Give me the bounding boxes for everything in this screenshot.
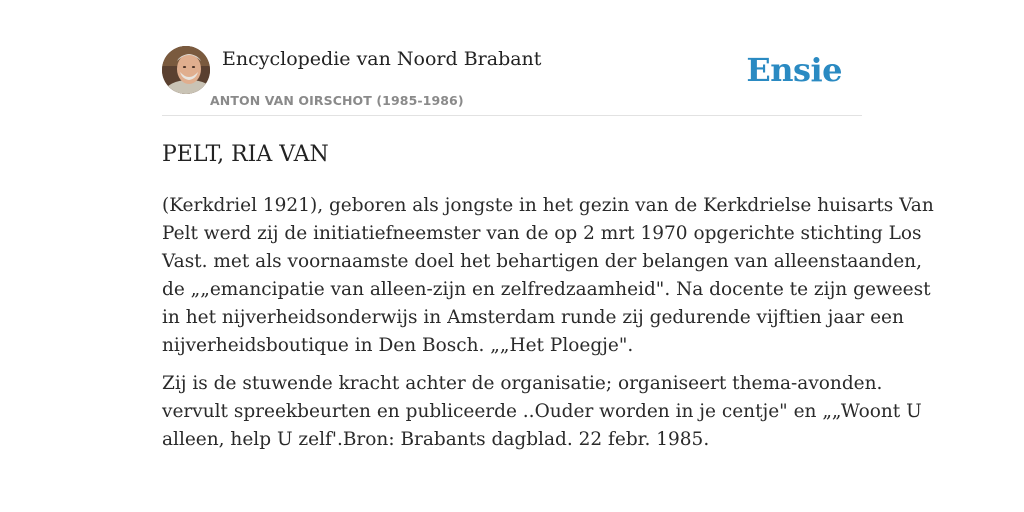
- text-line: Zij is de stuwende kracht achter de organisatie; organiseert thema-avonden.: [162, 373, 883, 394]
- ensie-logo-link[interactable]: Ensie: [746, 51, 842, 89]
- header: [162, 46, 862, 116]
- text-line: de „„emancipatie van alleen-zijn en zelfredzaamheid". Na docente te zijn geweest: [162, 279, 931, 300]
- author-portrait-icon: [162, 46, 210, 94]
- author-byline[interactable]: ANTON VAN OIRSCHOT (1985-1986): [210, 93, 464, 108]
- text-line: Vast. met als voornaamste doel het behartigen der belangen van alleenstaanden,: [162, 251, 922, 272]
- text-line: vervult spreekbeurten en publiceerde ..Ouder worden in je centje" en „„Woont U: [162, 401, 922, 422]
- text-line: in het nijverheidsonderwijs in Amsterdam runde zij gedurende vijftien jaar een: [162, 307, 904, 328]
- entry-paragraph: [162, 370, 922, 454]
- header-divider: [162, 115, 862, 116]
- text-line: alleen, help U zelf'.Bron: Brabants dagblad. 22 febr. 1985.: [162, 429, 710, 450]
- encyclopedia-title[interactable]: Encyclopedie van Noord Brabant: [222, 48, 542, 70]
- text-line: nijverheidsboutique in Den Bosch. „„Het Ploegje".: [162, 335, 634, 356]
- entry-body: [162, 192, 934, 464]
- text-line: Pelt werd zij de initiatiefneemster van de op 2 mrt 1970 opgerichte stichting Los: [162, 223, 922, 244]
- entry-title: PELT, RIA VAN: [162, 142, 329, 167]
- author-avatar[interactable]: [162, 46, 210, 94]
- entry-paragraph: [162, 192, 934, 360]
- text-line: (Kerkdriel 1921), geboren als jongste in het gezin van de Kerkdrielse huisarts Van: [162, 195, 934, 216]
